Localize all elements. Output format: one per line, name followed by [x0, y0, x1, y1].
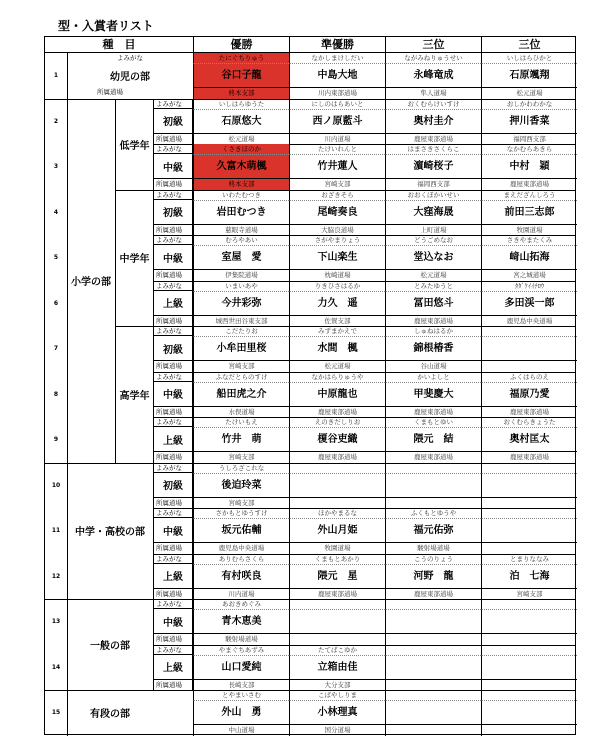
dojo-label: 所属道場 [153, 224, 193, 236]
header-third-b: 三位 [481, 37, 577, 52]
name-cell [289, 473, 385, 497]
name-cell [385, 609, 481, 633]
name-cell: 奥村圭介 [385, 109, 481, 133]
reading-cell: やまぐちあずみ [193, 645, 289, 655]
name-cell: 前田三志郎 [481, 200, 577, 224]
furi-label: よみがな [117, 54, 143, 62]
name-cell: 小牟田里桜 [193, 336, 289, 360]
dojo-cell: 佐賀支部 [289, 315, 385, 327]
dojo-cell [289, 497, 385, 509]
dojo-label: 所属道場 [153, 542, 193, 554]
name-cell [481, 336, 577, 360]
dojo-cell: 松元道場 [193, 133, 289, 145]
dojo-cell: 牧園道場 [289, 542, 385, 554]
reading-cell: くまもとゆい [385, 417, 481, 427]
name-cell: 錦根椿香 [385, 336, 481, 360]
name-cell: 有村咲良 [193, 564, 289, 588]
reading-cell: しゅねはるか [385, 326, 481, 336]
dojo-cell: 川内東部道場 [289, 87, 385, 99]
dojo-cell: 城西世田谷東支部 [193, 315, 289, 327]
dojo-cell: 鹿屋東部道場 [385, 315, 481, 327]
name-cell [481, 473, 577, 497]
name-cell: 尾崎奏良 [289, 200, 385, 224]
reading-cell: たにぐちりゅう [193, 53, 289, 63]
reading-cell: はまさきさくらこ [385, 144, 481, 154]
name-cell: 石原悠大 [193, 109, 289, 133]
dojo-cell: 宮之城道場 [481, 269, 577, 281]
dojo-cell [481, 633, 577, 645]
dojo-cell: 鹿屋東部道場 [481, 406, 577, 418]
reading-cell: おおくぼかいせい [385, 190, 481, 200]
level-label: 初級 [153, 336, 193, 360]
reading-cell: いわたむつき [193, 190, 289, 200]
dojo-cell [481, 679, 577, 691]
level-label: 中級 [153, 609, 193, 633]
name-cell: 水間 楓 [289, 336, 385, 360]
row-number: 10 [45, 463, 68, 509]
row-number: 2 [45, 99, 68, 145]
reading-cell: ながみねりゅうせい [385, 53, 481, 63]
reading-cell: とみたゆうと [385, 281, 481, 291]
document-title: 型・入賞者リスト [58, 19, 154, 33]
reading-cell: まえだざんしろう [481, 190, 577, 200]
header-third-a: 三位 [385, 37, 481, 52]
reading-cell: さきやまたくみ [481, 235, 577, 245]
dojo-label: 所属道場 [153, 406, 193, 418]
reading-cell [481, 599, 577, 609]
level-label: 上級 [153, 427, 193, 451]
name-cell: 後迫玲菜 [193, 473, 289, 497]
reading-cell: こだたりお [193, 326, 289, 336]
furi-label: よみがな [153, 281, 193, 291]
dojo-cell [481, 497, 577, 509]
row-number: 12 [45, 554, 68, 600]
row-number: 3 [45, 144, 68, 190]
dojo-cell: 鹿屋東部道場 [289, 588, 385, 600]
reading-cell: なかむらあきら [481, 144, 577, 154]
reading-cell: かいよしと [385, 372, 481, 382]
furi-label: よみがな [153, 508, 193, 518]
name-cell: 甲斐慶大 [385, 382, 481, 406]
dojo-cell: 伊集院道場 [193, 269, 289, 281]
furi-label: よみがな [153, 554, 193, 564]
dojo-cell: 鹿屋東部道場 [385, 451, 481, 463]
dojo-label: 所属道場 [153, 133, 193, 145]
level-label: 中級 [153, 245, 193, 269]
reading-cell: なかしまけしだい [289, 53, 385, 63]
name-cell: 隈元 星 [289, 564, 385, 588]
name-cell: 榎谷吏織 [289, 427, 385, 451]
reading-cell: いしはらひかと [481, 53, 577, 63]
level-label: 上級 [153, 655, 193, 679]
reading-cell: ふなだとらのすけ [193, 372, 289, 382]
reading-cell: うしろざこれな [193, 463, 289, 473]
dojo-cell: 鹿屋東部道場 [385, 406, 481, 418]
header-winner: 優勝 [193, 37, 289, 52]
name-cell: 泊 七海 [481, 564, 577, 588]
name-cell: 室屋 愛 [193, 245, 289, 269]
reading-cell: どうごめなお [385, 235, 481, 245]
dojo-label: 所属道場 [153, 451, 193, 463]
name-cell: 濵崎桜子 [385, 154, 481, 178]
dojo-cell [481, 360, 577, 372]
reading-cell: みずまかえで [289, 326, 385, 336]
name-cell [481, 655, 577, 679]
dojo-cell: 中山道場 [193, 724, 289, 736]
name-cell: 大窪海晟 [385, 200, 481, 224]
name-cell: 竹井 萌 [193, 427, 289, 451]
reading-cell: えのきだしりお [289, 417, 385, 427]
reading-cell [385, 690, 481, 700]
row-number: 5 [45, 235, 68, 281]
dojo-cell: 鹿屋東部道場 [481, 451, 577, 463]
row-number: 6 [45, 281, 68, 327]
dojo-cell: 谷山道場 [385, 360, 481, 372]
division-label: 幼児の部 [110, 71, 150, 83]
row-number: 9 [45, 417, 68, 463]
dojo-cell: 松元道場 [289, 360, 385, 372]
division-label: 有段の部 [90, 709, 130, 721]
name-cell: 下山楽生 [289, 245, 385, 269]
row-number: 1 [45, 53, 68, 99]
dojo-cell: 慈眼寺道場 [193, 224, 289, 236]
reading-cell [481, 326, 577, 336]
name-cell [385, 700, 481, 724]
reading-cell: さがやまりょう [289, 235, 385, 245]
dojo-label: 所属道場 [153, 497, 193, 509]
header-event: 種 目 [102, 38, 136, 51]
reading-cell: とまりななみ [481, 554, 577, 564]
dojo-label: 所属道場 [153, 679, 193, 691]
name-cell: 船田虎之介 [193, 382, 289, 406]
name-cell: 押川香菜 [481, 109, 577, 133]
name-cell: 中島大地 [289, 63, 385, 87]
reading-cell: たてばこゆか [289, 645, 385, 655]
dojo-cell: 宮崎支部 [481, 588, 577, 600]
name-cell: 力久 遥 [289, 291, 385, 315]
name-cell: 外山 勇 [193, 700, 289, 724]
furi-label: よみがな [153, 463, 193, 473]
row-number: 15 [45, 690, 68, 736]
reading-cell: さかもとゆうすけ [193, 508, 289, 518]
name-cell: 立箱由佳 [289, 655, 385, 679]
dojo-cell: 鹿屋東部道場 [385, 133, 481, 145]
dojo-cell: 宮崎支部 [193, 497, 289, 509]
reading-cell: りきひさはるか [289, 281, 385, 291]
dojo-cell [481, 542, 577, 554]
name-cell: 久富木萌楓 [193, 154, 289, 178]
table-body [44, 52, 576, 735]
dojo-cell: 牧園道場 [481, 224, 577, 236]
dojo-cell: 大分支部 [289, 679, 385, 691]
reading-cell: ほかやまるな [289, 508, 385, 518]
dojo-label: 所属道場 [97, 88, 123, 96]
reading-cell: ありむらさくら [193, 554, 289, 564]
dojo-cell: 長崎支部 [193, 679, 289, 691]
table-header [44, 36, 576, 52]
level-label: 中級 [153, 382, 193, 406]
dojo-label: 所属道場 [153, 269, 193, 281]
reading-cell: あおきめぐみ [193, 599, 289, 609]
dojo-cell: 上町道場 [385, 224, 481, 236]
reading-cell: こうのりょう [385, 554, 481, 564]
name-cell [481, 700, 577, 724]
furi-label: よみがな [153, 417, 193, 427]
dojo-label: 所属道場 [153, 588, 193, 600]
name-cell: 隈元 結 [385, 427, 481, 451]
name-cell: 坂元佑輔 [193, 518, 289, 542]
name-cell: 小林理真 [289, 700, 385, 724]
reading-cell: とやまいさむ [193, 690, 289, 700]
reading-cell: いまいあや [193, 281, 289, 291]
name-cell: 多田渓一郎 [481, 291, 577, 315]
furi-label: よみがな [153, 372, 193, 382]
name-cell [481, 609, 577, 633]
dojo-cell: 松元道場 [385, 269, 481, 281]
reading-cell [385, 599, 481, 609]
dojo-cell: 宮崎支部 [289, 178, 385, 190]
name-cell [385, 655, 481, 679]
name-cell: 岩田むつき [193, 200, 289, 224]
dojo-cell: 宮崎支部 [193, 360, 289, 372]
dojo-label: 所属道場 [153, 178, 193, 190]
level-label: 初級 [153, 109, 193, 133]
dojo-cell: 川内道場 [193, 588, 289, 600]
name-cell: 冨田悠斗 [385, 291, 481, 315]
name-cell: 中村 穎 [481, 154, 577, 178]
dojo-cell: 鹿屋東部道場 [289, 406, 385, 418]
reading-cell: くまもとあかり [289, 554, 385, 564]
name-cell: 永峰竜成 [385, 63, 481, 87]
dojo-cell: 宮崎支部 [193, 451, 289, 463]
name-cell [481, 518, 577, 542]
furi-label: よみがな [153, 599, 193, 609]
grade-label: 高学年 [115, 326, 153, 463]
dojo-cell: 鹿児島中央道場 [193, 542, 289, 554]
reading-cell [385, 463, 481, 473]
dojo-label: 所属道場 [153, 633, 193, 645]
furi-label: よみがな [153, 144, 193, 154]
header-runner-up: 準優勝 [289, 37, 385, 52]
reading-cell [481, 508, 577, 518]
name-cell: 﨑山拓海 [481, 245, 577, 269]
name-cell: 竹井蓮人 [289, 154, 385, 178]
dojo-cell: 松元道場 [481, 87, 577, 99]
furi-label: よみがな [153, 190, 193, 200]
grade-label: 低学年 [115, 99, 153, 190]
row-number: 14 [45, 645, 68, 691]
dojo-cell: 駿射場道場 [193, 633, 289, 645]
dojo-cell: 水俣道場 [193, 406, 289, 418]
dojo-cell [385, 633, 481, 645]
dojo-cell: 柊本支部 [193, 178, 289, 190]
level-label: 上級 [153, 291, 193, 315]
reading-cell: おくむらきょうた [481, 417, 577, 427]
dojo-cell: 駿射場道場 [385, 542, 481, 554]
division-label: 一般の部 [90, 641, 130, 652]
dojo-cell: 福岡西支部 [385, 178, 481, 190]
dojo-cell: 大脇良道場 [289, 224, 385, 236]
level-label: 中級 [153, 154, 193, 178]
name-cell: 福原乃愛 [481, 382, 577, 406]
name-cell: 堂込なお [385, 245, 481, 269]
reading-cell: おざきそら [289, 190, 385, 200]
reading-cell: ふくはらのえ [481, 372, 577, 382]
reading-cell [289, 599, 385, 609]
name-cell: 外山月姫 [289, 518, 385, 542]
name-cell: 福元佑弥 [385, 518, 481, 542]
reading-cell: いしはらゆうた [193, 99, 289, 109]
row-number: 4 [45, 190, 68, 236]
name-cell: 石原颯翔 [481, 63, 577, 87]
reading-cell: くさきほのか [193, 144, 289, 154]
reading-cell: おしかわわかな [481, 99, 577, 109]
dojo-label: 所属道場 [153, 360, 193, 372]
division-label: 小学の部 [71, 277, 111, 288]
name-cell: 山口愛純 [193, 655, 289, 679]
dojo-cell: 鹿屋東部道場 [481, 178, 577, 190]
level-label: 初級 [153, 473, 193, 497]
dojo-cell: 国分道場 [289, 724, 385, 736]
name-cell: 河野 龍 [385, 564, 481, 588]
name-cell: 谷口子龍 [193, 63, 289, 87]
furi-label: よみがな [153, 645, 193, 655]
reading-cell: おくむらけいすけ [385, 99, 481, 109]
furi-label: よみがな [153, 235, 193, 245]
reading-cell: ﾀﾀﾞｹｲｲﾁﾛｳ [481, 281, 577, 291]
dojo-cell: 柊本支部 [193, 87, 289, 99]
reading-cell [289, 463, 385, 473]
dojo-cell [385, 497, 481, 509]
dojo-cell [289, 633, 385, 645]
dojo-cell: 枕崎道場 [289, 269, 385, 281]
name-cell: 奥村匡太 [481, 427, 577, 451]
row-number: 13 [45, 599, 68, 645]
name-cell: 西ノ原藍斗 [289, 109, 385, 133]
name-cell [385, 473, 481, 497]
division-label: 中学・高校の部 [75, 527, 145, 539]
reading-cell [481, 463, 577, 473]
award-table [44, 36, 576, 735]
level-label: 初級 [153, 200, 193, 224]
dojo-cell: 隼人道場 [385, 87, 481, 99]
name-cell: 青木恵美 [193, 609, 289, 633]
furi-label: よみがな [153, 326, 193, 336]
name-cell: 中原龍也 [289, 382, 385, 406]
dojo-cell: 鹿屋東部道場 [289, 451, 385, 463]
reading-cell [481, 690, 577, 700]
reading-cell: ふくもとゆうや [385, 508, 481, 518]
furi-label: よみがな [153, 99, 193, 109]
row-number: 11 [45, 508, 68, 554]
reading-cell [481, 645, 577, 655]
reading-cell: むろやあい [193, 235, 289, 245]
dojo-cell: 鹿屋東部道場 [385, 588, 481, 600]
level-label: 中級 [153, 518, 193, 542]
dojo-label: 所属道場 [153, 315, 193, 327]
dojo-cell: 福岡西支部 [481, 133, 577, 145]
dojo-cell [385, 679, 481, 691]
reading-cell: たけいれんと [289, 144, 385, 154]
reading-cell: こばやしりま [289, 690, 385, 700]
grade-label: 中学年 [115, 190, 153, 327]
row-number: 7 [45, 326, 68, 372]
level-label: 上級 [153, 564, 193, 588]
reading-cell: にしのはらあいと [289, 99, 385, 109]
dojo-cell: 川内道場 [289, 133, 385, 145]
name-cell [289, 609, 385, 633]
name-cell: 今井彩弥 [193, 291, 289, 315]
reading-cell [385, 645, 481, 655]
reading-cell: なかはらりゅうや [289, 372, 385, 382]
reading-cell: たけいもえ [193, 417, 289, 427]
row-number: 8 [45, 372, 68, 418]
dojo-cell: 鹿児島中央道場 [481, 315, 577, 327]
